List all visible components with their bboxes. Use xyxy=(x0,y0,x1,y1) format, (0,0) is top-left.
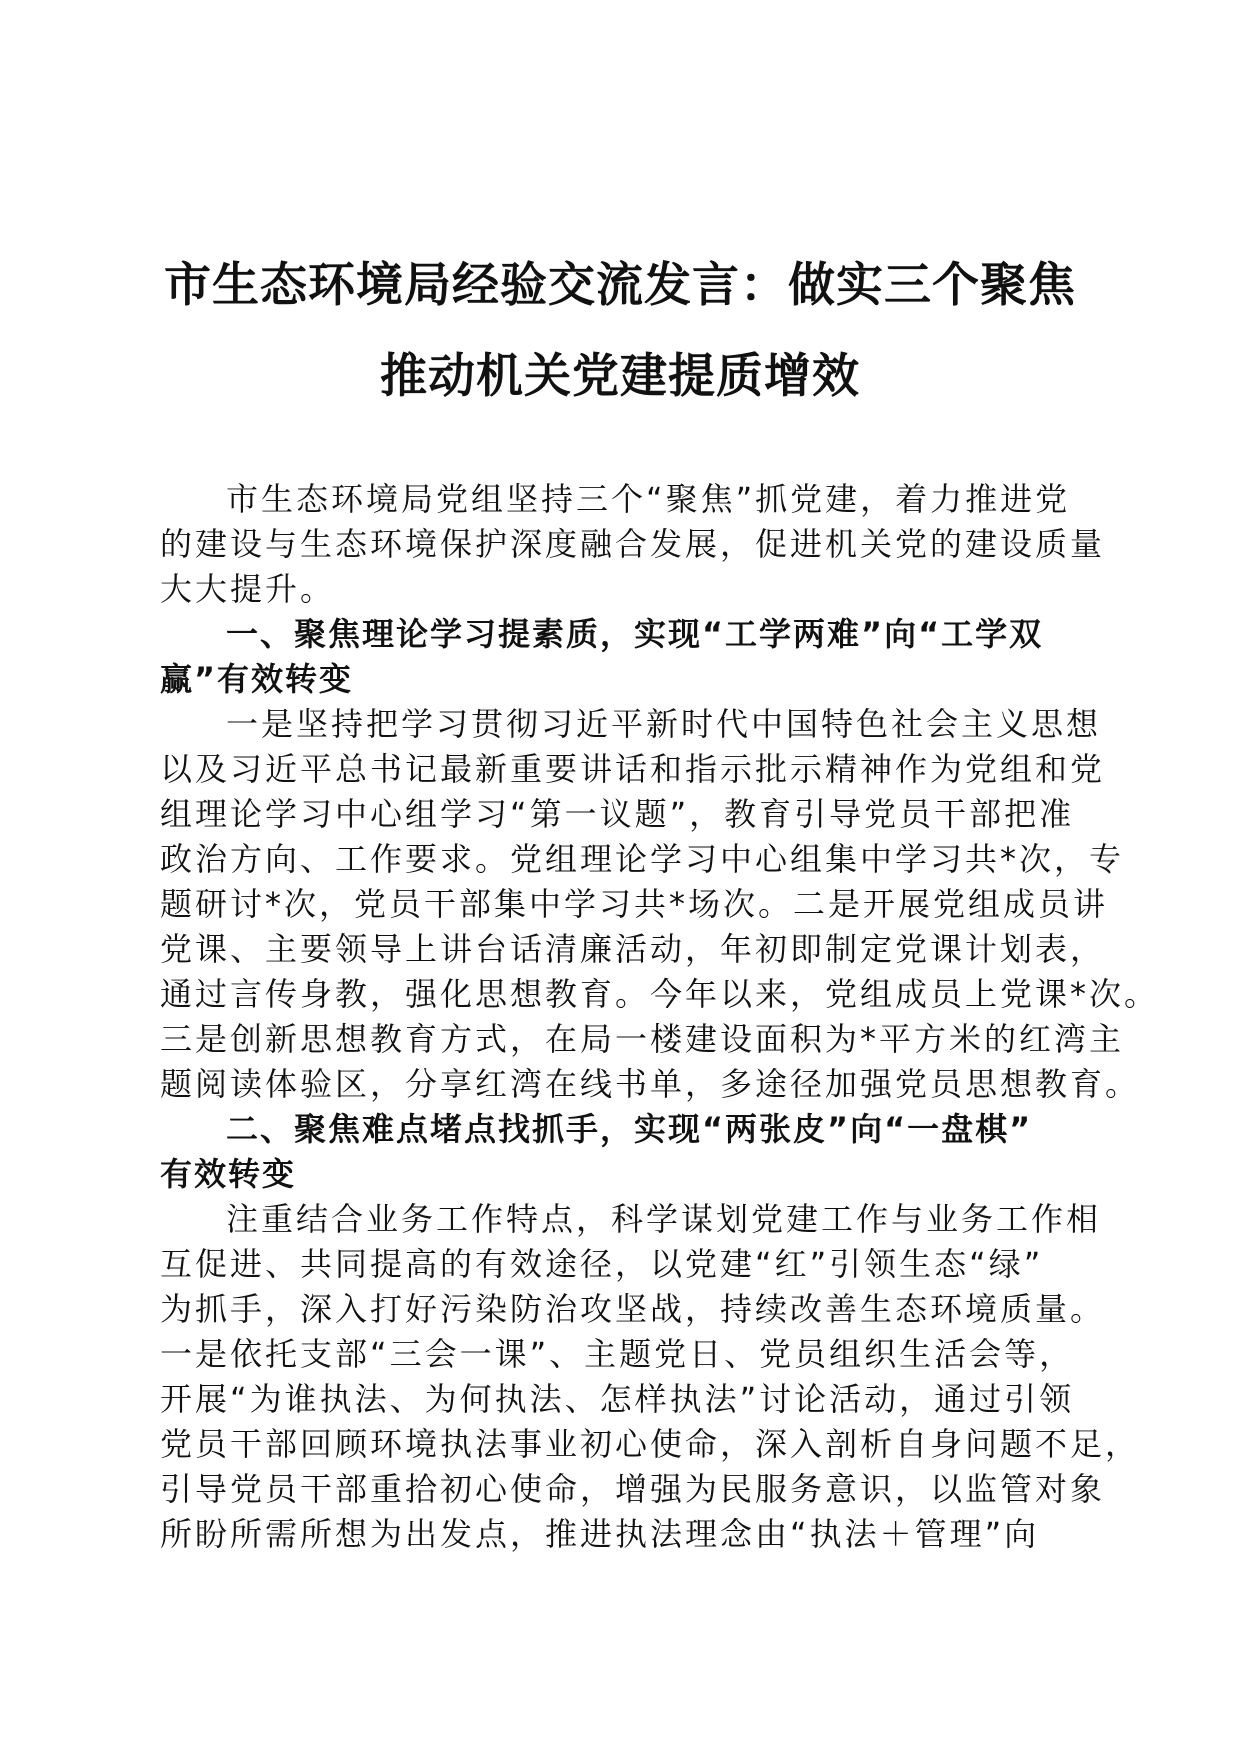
intro-line: 大大提升。 xyxy=(160,570,336,608)
section-1-heading: 一、聚焦理论学习提素质，实现“工学两难”向“工学双 xyxy=(226,615,1044,653)
section-2-body-line: 引导党员干部重拾初心使命，增强为民服务意识，以监管对象 xyxy=(160,1470,1106,1508)
section-2-body-line: 为抓手，深入打好污染防治攻坚战，持续改善生态环境质量。 xyxy=(160,1290,1106,1328)
section-1-body-line: 政治方向、工作要求。党组理论学习中心组集中学习共*次，专 xyxy=(160,840,1125,878)
section-2-body-line: 开展“为谁执法、为何执法、怎样执法”讨论活动，通过引领 xyxy=(160,1380,1075,1418)
section-1-heading: 赢”有效转变 xyxy=(160,660,354,698)
section-1-body-line: 组理论学习中心组学习“第一议题”，教育引导党员干部把准 xyxy=(160,795,1075,833)
intro-line: 的建设与生态环境保护深度融合发展，促进机关党的建设质量 xyxy=(160,525,1106,563)
section-2-body-line: 注重结合业务工作特点，科学谋划党建工作与业务工作相 xyxy=(226,1200,1102,1238)
section-1-body-line: 题阅读体验区，分享红湾在线书单，多途径加强党员思想教育。 xyxy=(160,1065,1141,1103)
section-1-body-line: 三是创新思想教育方式，在局一楼建设面积为*平方米的红湾主 xyxy=(160,1020,1125,1058)
section-1-body-line: 题研讨*次，党员干部集中学习共*场次。二是开展党组成员讲 xyxy=(160,885,1109,923)
section-1-body-line: 以及习近平总书记最新重要讲话和指示批示精神作为党组和党 xyxy=(160,750,1106,788)
intro-line: 市生态环境局党组坚持三个“聚焦”抓党建，着力推进党 xyxy=(226,480,1071,518)
section-2-body-line: 互促进、共同提高的有效途径，以党建“红”引领生态“绿” xyxy=(160,1245,1044,1283)
section-1-body-line: 通过言传身教，强化思想教育。今年以来，党组成员上党课*次。 xyxy=(160,975,1160,1013)
section-2-body-line: 所盼所需所想为出发点，推进执法理念由“执法＋管理”向 xyxy=(160,1515,1040,1553)
document-title-line-2: 推动机关党建提质增效 xyxy=(380,349,860,404)
section-2-body-line: 党员干部回顾环境执法事业初心使命，深入剖析自身问题不足， xyxy=(160,1425,1141,1463)
section-1-body-line: 一是坚持把学习贯彻习近平新时代中国特色社会主义思想 xyxy=(226,705,1102,743)
section-2-body-line: 一是依托支部“三会一课”、主题党日、党员组织生活会等， xyxy=(160,1335,1075,1373)
section-2-heading: 有效转变 xyxy=(160,1155,297,1193)
section-2-heading: 二、聚焦难点堵点找抓手，实现“两张皮”向“一盘棋” xyxy=(226,1110,1033,1148)
document-title-line-1: 市生态环境局经验交流发言：做实三个聚焦 xyxy=(164,258,1076,313)
section-1-body-line: 党课、主要领导上讲台话清廉活动，年初即制定党课计划表， xyxy=(160,930,1106,968)
